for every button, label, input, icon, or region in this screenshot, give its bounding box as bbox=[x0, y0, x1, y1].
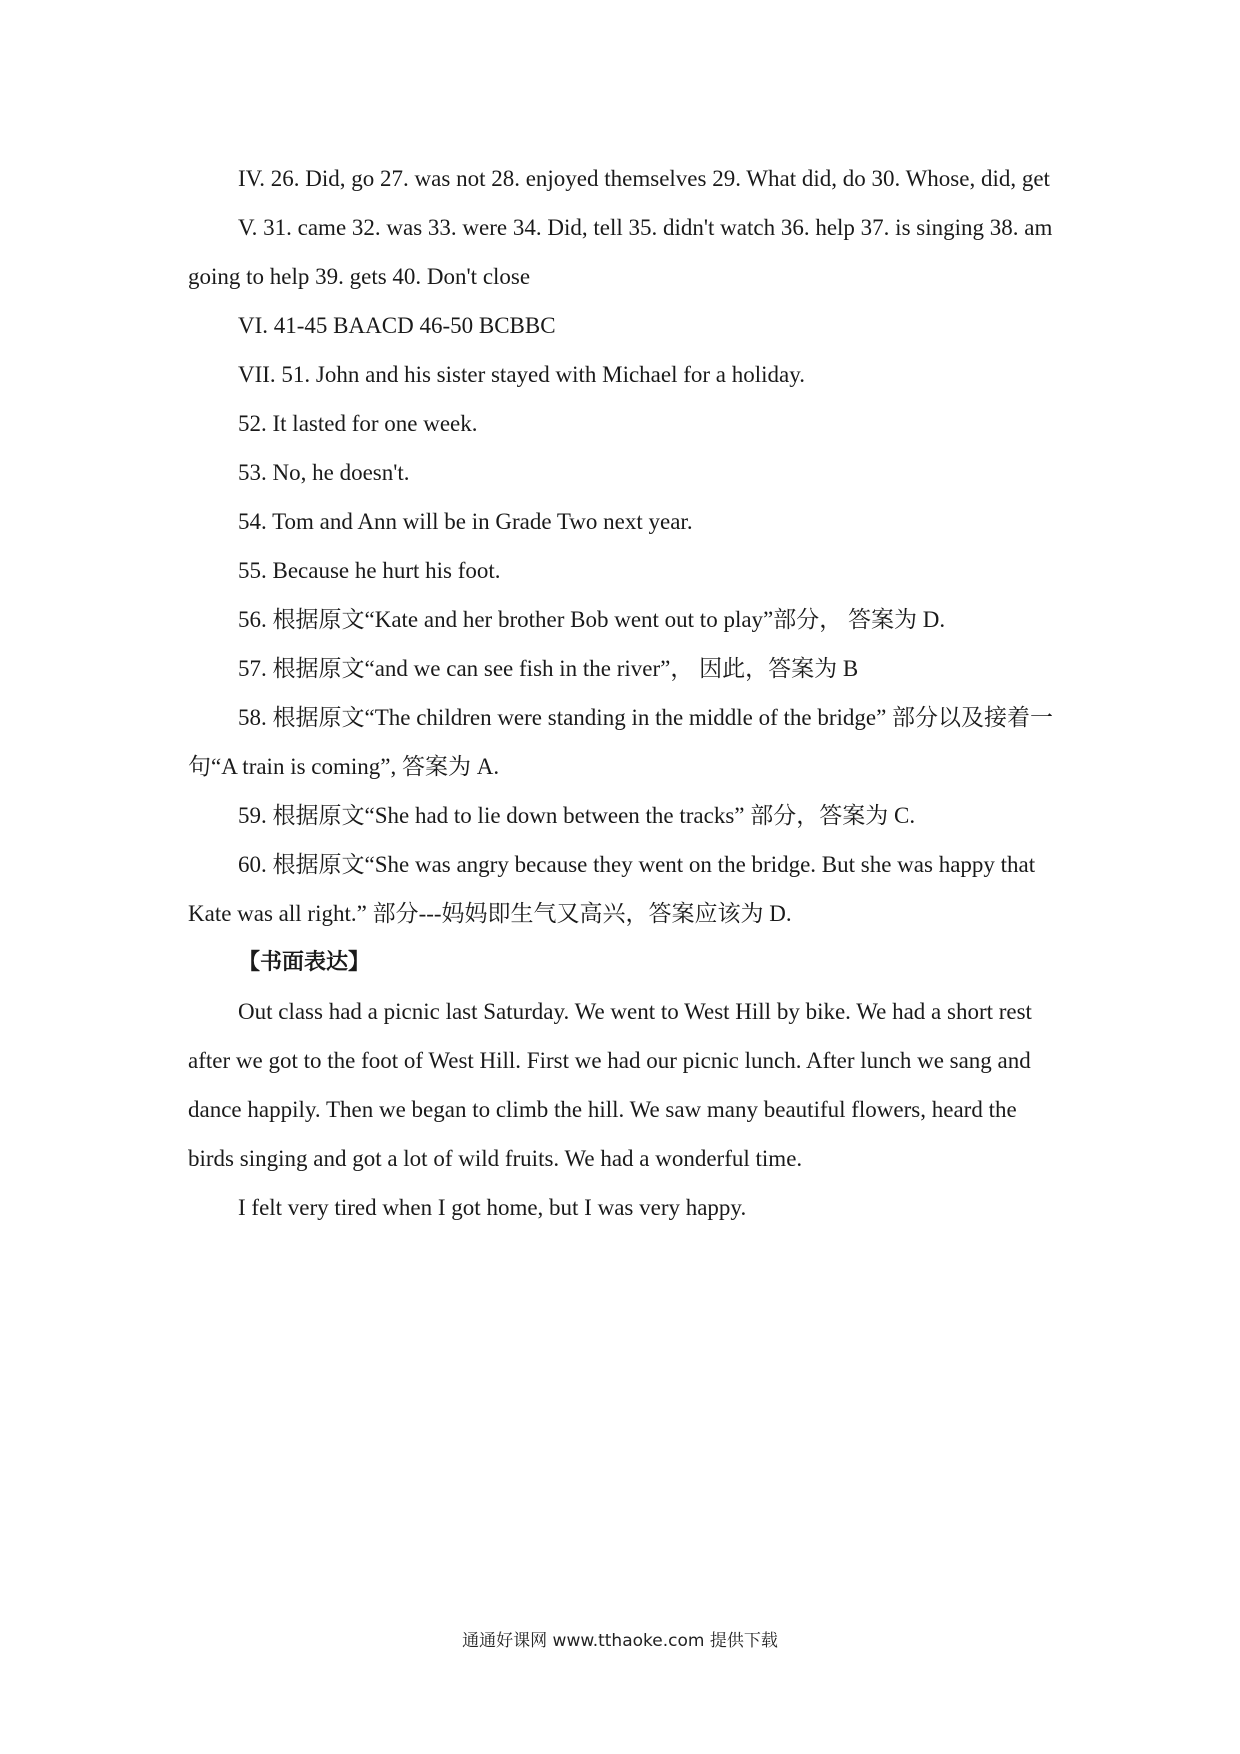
answer-56: 56. 根据原文“Kate and her brother Bob went out to play”部分， 答案为 D. bbox=[238, 607, 946, 632]
answer-section-vi: VI. 41-45 BAACD 46-50 BCBBC bbox=[238, 313, 556, 338]
writing-paragraph-1: Out class had a picnic last Saturday. We went to West Hill by bike. We had a short rest after we got to the foot of West Hill. First we had our picnic lunch. After lunch we sang and dance happily. Then we began to climb the hill. We saw many beautiful flowers, heard the birds singing and got a lot of wild fruits. We had a wonderful time. bbox=[188, 999, 1032, 1171]
section-heading-writing: 【书面表达】 bbox=[238, 950, 371, 975]
answer-54: 54. Tom and Ann will be in Grade Two next year. bbox=[238, 509, 693, 534]
answer-57: 57. 根据原文“and we can see fish in the river”， 因此，答案为 B bbox=[238, 656, 859, 681]
answer-section-v: V. 31. came 32. was 33. were 34. Did, tell 35. didn't watch 36. help 37. is singing 38. am going to help 39. gets 40. Don't close bbox=[188, 215, 1053, 289]
answer-section-iv: IV. 26. Did, go 27. was not 28. enjoyed themselves 29. What did, do 30. Whose, did, get bbox=[238, 166, 1050, 191]
answer-52: 52. It lasted for one week. bbox=[238, 411, 478, 436]
answer-53: 53. No, he doesn't. bbox=[238, 460, 410, 485]
writing-paragraph-2: I felt very tired when I got home, but I was very happy. bbox=[238, 1195, 747, 1220]
page-footer: 通通好课网 www.tthaoke.com 提供下载 bbox=[462, 1631, 778, 1651]
answer-60: 60. 根据原文“She was angry because they went on the bridge. But she was happy that Kate was all right.” 部分---妈妈即生气又高兴，答案应该为 D. bbox=[188, 852, 1036, 926]
answer-55: 55. Because he hurt his foot. bbox=[238, 558, 501, 583]
answer-51: VII. 51. John and his sister stayed with Michael for a holiday. bbox=[238, 362, 806, 387]
document-body bbox=[188, 154, 1060, 1232]
answer-59: 59. 根据原文“She had to lie down between the tracks” 部分，答案为 C. bbox=[238, 803, 916, 828]
answer-58: 58. 根据原文“The children were standing in the middle of the bridge” 部分以及接着一句“A train is coming”, 答案为 A. bbox=[188, 705, 1054, 779]
